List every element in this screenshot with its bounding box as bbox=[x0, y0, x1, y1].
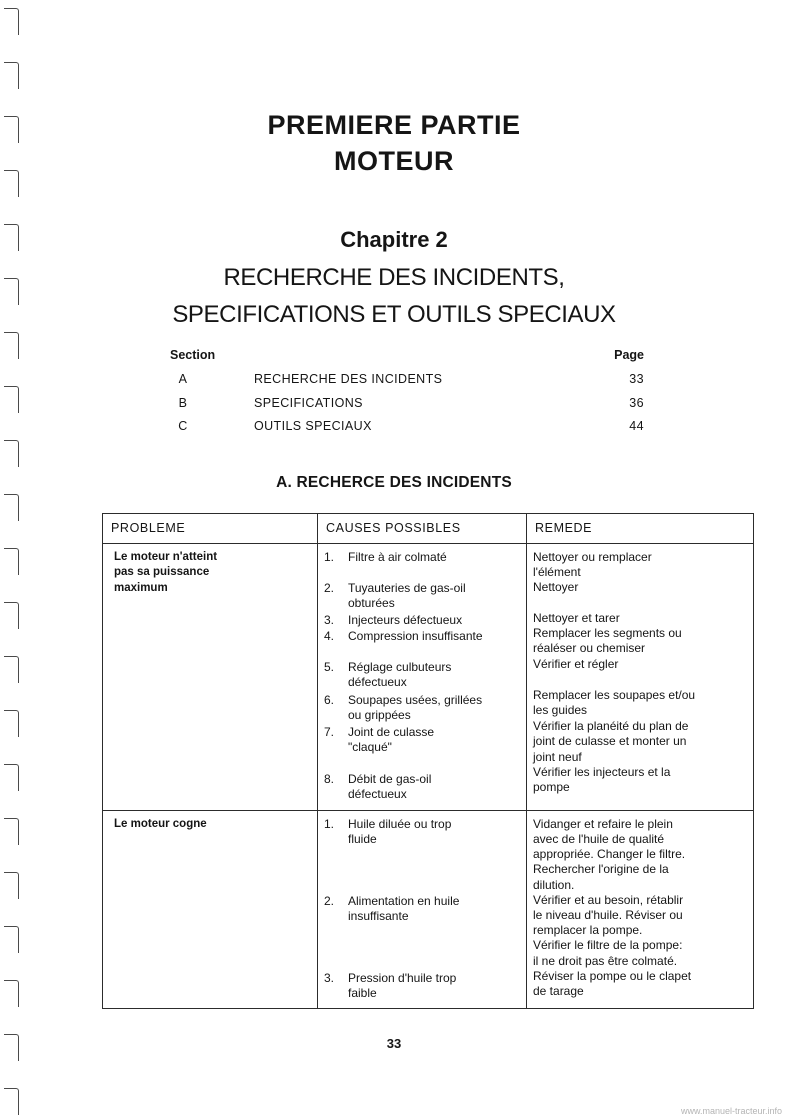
binding-ring bbox=[4, 332, 19, 359]
subject-title: MOTEUR bbox=[334, 146, 454, 176]
cause-item bbox=[324, 550, 522, 580]
binding-ring bbox=[4, 818, 19, 845]
cause-number: 6. bbox=[324, 693, 335, 707]
problem-cell bbox=[103, 810, 318, 1009]
toc-page-label: Page bbox=[614, 348, 644, 362]
binding-ring bbox=[4, 494, 19, 521]
cause-number: 3. bbox=[324, 970, 335, 985]
cause-item bbox=[324, 894, 522, 970]
toc-name: SPECIFICATIONS bbox=[254, 395, 363, 410]
remedy-text: Remplacer les soupapes et/ou les guides bbox=[533, 688, 696, 718]
cause-number: 7. bbox=[324, 725, 335, 739]
cause-item bbox=[324, 629, 522, 659]
remedy-text: Vérifier et régler bbox=[533, 657, 619, 671]
binding-ring bbox=[4, 764, 19, 791]
toc-page: 33 bbox=[629, 372, 644, 386]
cause-text: Soupapes usées, grillées ou grippées bbox=[348, 693, 483, 723]
cause-number: 4. bbox=[324, 629, 335, 643]
cause-item bbox=[324, 660, 522, 692]
binding-ring bbox=[4, 1088, 19, 1115]
binding-ring bbox=[4, 62, 19, 89]
problem-cell bbox=[103, 544, 318, 811]
binding-ring bbox=[4, 602, 19, 629]
binding-ring bbox=[4, 8, 19, 35]
toc-header bbox=[170, 348, 646, 372]
remedy-text: Nettoyer bbox=[533, 580, 579, 594]
toc-name: RECHERCHE DES INCIDENTS bbox=[254, 372, 443, 386]
binding-ring bbox=[4, 440, 19, 467]
cause-number: 1. bbox=[324, 550, 335, 564]
toc-row bbox=[170, 396, 646, 420]
table-of-contents bbox=[170, 348, 646, 443]
toc-name: OUTILS SPECIAUX bbox=[254, 419, 372, 433]
column-header-problem: PROBLEME bbox=[103, 514, 318, 544]
remedy-text: Nettoyer ou remplacer l'élément bbox=[533, 550, 652, 580]
toc-page: 36 bbox=[629, 395, 644, 410]
cause-item bbox=[324, 693, 522, 724]
cause-text: Injecteurs défectueux bbox=[348, 613, 463, 627]
cause-text: Filtre à air colmaté bbox=[348, 550, 447, 564]
chapter-subtitle-line2: SPECIFICATIONS ET OUTILS SPECIAUX bbox=[172, 301, 616, 328]
cause-text: Joint de culasse "claqué" bbox=[348, 725, 435, 755]
binding-ring bbox=[4, 926, 19, 953]
chapter-title: Chapitre 2 bbox=[340, 227, 448, 252]
cause-text: Alimentation en huile insuffisante bbox=[348, 893, 460, 923]
remedy-cell bbox=[527, 810, 754, 1009]
toc-row bbox=[170, 372, 646, 396]
cause-text: Réglage culbuteurs défectueux bbox=[348, 660, 452, 690]
binding-ring bbox=[4, 980, 19, 1007]
toc-section-label: Section bbox=[170, 348, 216, 362]
table-header-row bbox=[103, 514, 754, 544]
toc-letter: C bbox=[178, 419, 188, 433]
cause-number: 8. bbox=[324, 772, 335, 786]
problem-text: Le moteur n'atteint pas sa puissance maximum bbox=[114, 551, 218, 594]
toc-row bbox=[170, 419, 646, 443]
cause-text: Débit de gas-oil défectueux bbox=[348, 772, 432, 802]
problem-text: Le moteur cogne bbox=[114, 817, 207, 830]
toc-letter: A bbox=[178, 372, 188, 386]
binding-ring bbox=[4, 548, 19, 575]
column-header-causes: CAUSES POSSIBLES bbox=[318, 514, 527, 544]
troubleshooting-table bbox=[102, 513, 754, 1009]
cause-text: Pression d'huile trop faible bbox=[348, 970, 457, 1000]
cause-item bbox=[324, 613, 522, 628]
table-row bbox=[103, 544, 754, 811]
cause-item bbox=[324, 772, 522, 803]
cause-item bbox=[324, 725, 522, 771]
remedy-text: Nettoyer et tarer bbox=[533, 611, 620, 625]
remedy-text: Vérifier la planéité du plan de joint de culasse et monter un joint neuf bbox=[533, 719, 689, 764]
cause-number: 1. bbox=[324, 816, 335, 831]
watermark: www.manuel-tracteur.info bbox=[680, 1106, 782, 1116]
part-title: PREMIERE PARTIE bbox=[267, 110, 521, 140]
table-row bbox=[103, 810, 754, 1009]
page-number: 33 bbox=[386, 1036, 402, 1051]
remedy-text: Remplacer les segments ou réaléser ou chemiser bbox=[533, 626, 682, 656]
remedy-text: Vérifier et au besoin, rétablir le niveau d'huile. Réviser ou remplacer la pompe. Vérifier le filtre de la pompe: il ne droit pas être colmaté. bbox=[533, 892, 684, 968]
cause-item bbox=[324, 971, 522, 1002]
cause-text: Tuyauteries de gas-oil obturées bbox=[348, 581, 466, 611]
cause-number: 5. bbox=[324, 660, 335, 674]
cause-number: 3. bbox=[324, 613, 335, 627]
section-title: A. RECHERCE DES INCIDENTS bbox=[276, 474, 512, 491]
binding-ring bbox=[4, 872, 19, 899]
cause-text: Huile diluée ou trop fluide bbox=[348, 816, 452, 846]
cause-number: 2. bbox=[324, 893, 335, 908]
remedy-text: Vérifier les injecteurs et la pompe bbox=[533, 765, 671, 795]
causes-cell bbox=[318, 544, 527, 811]
chapter-subtitle-line1: RECHERCHE DES INCIDENTS, bbox=[223, 264, 565, 291]
cause-number: 2. bbox=[324, 581, 335, 595]
binding-ring bbox=[4, 656, 19, 683]
toc-letter: B bbox=[178, 395, 188, 410]
remedy-text: Réviser la pompe ou le clapet de tarage bbox=[533, 968, 692, 998]
remedy-cell bbox=[527, 544, 754, 811]
causes-cell bbox=[318, 810, 527, 1009]
cause-text: Compression insuffisante bbox=[348, 629, 483, 643]
cause-item bbox=[324, 581, 522, 612]
binding-ring bbox=[4, 386, 19, 413]
column-header-remedy: REMEDE bbox=[527, 514, 754, 544]
binding-ring bbox=[4, 710, 19, 737]
toc-page: 44 bbox=[629, 419, 644, 433]
remedy-text: Vidanger et refaire le plein avec de l'huile de qualité appropriée. Changer le filtre. Rechercher l'origine de la dilution. bbox=[533, 816, 686, 892]
cause-item bbox=[324, 817, 522, 893]
page-header bbox=[0, 108, 788, 335]
